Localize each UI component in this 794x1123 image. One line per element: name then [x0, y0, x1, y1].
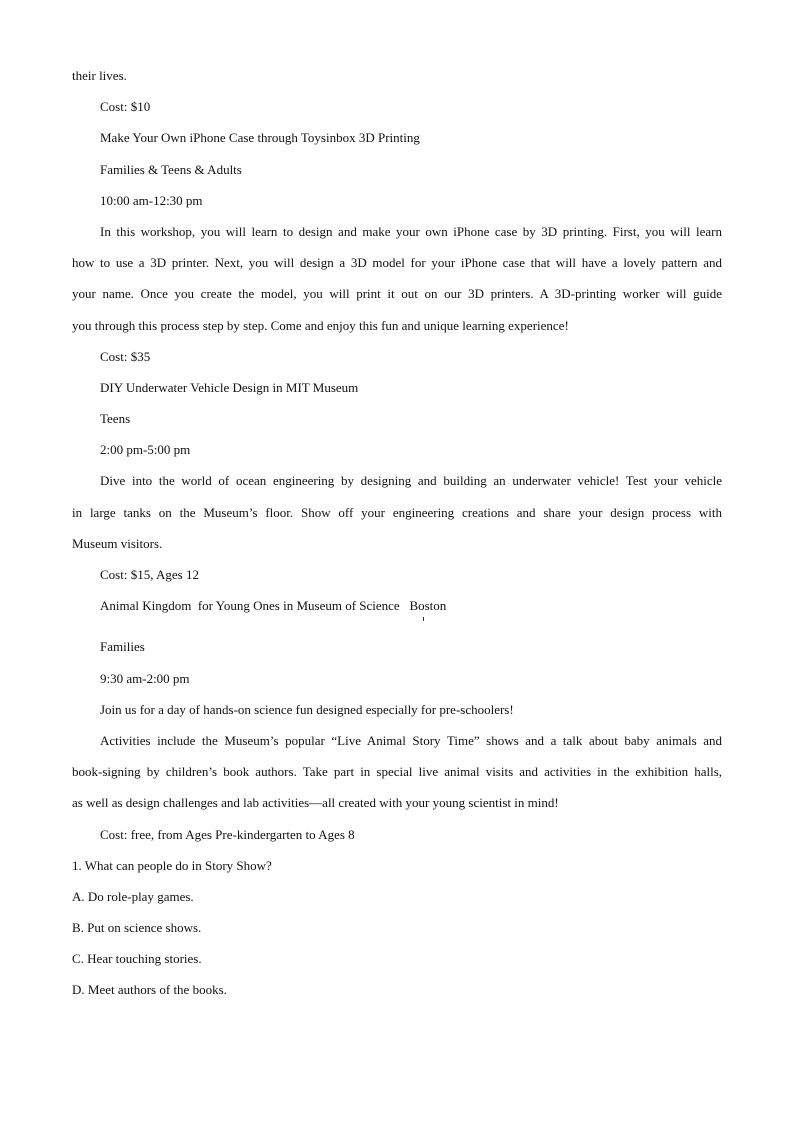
stray-mark: [423, 617, 424, 621]
document-page: [72, 63, 722, 1009]
iphone-case-description-line: how to use a 3D printer. Next, you will design a 3D model for your iPhone case that will have a lovely pattern and: [72, 255, 722, 271]
animal-kingdom-audience: Families: [100, 639, 145, 655]
underwater-description-line: Dive into the world of ocean engineering by designing and building an underwater vehicle! Test your vehicle: [100, 473, 722, 489]
intro-tail: their lives.: [72, 68, 127, 83]
underwater-title: DIY Underwater Vehicle Design in MIT Museum: [100, 379, 359, 395]
story-show-cost: Cost: $10: [100, 99, 151, 115]
animal-kingdom-cost: Cost: free, from Ages Pre-kindergarten to Ages 8: [100, 826, 355, 842]
iphone-case-audience: Families & Teens & Adults: [100, 161, 242, 177]
underwater-cost: Cost: $15, Ages 12: [100, 567, 199, 582]
animal-kingdom-description-line: Join us for a day of hands-on science fun designed especially for pre-schoolers!: [100, 701, 514, 717]
iphone-case-title: Make Your Own iPhone Case through Toysinbox 3D Printing: [100, 130, 420, 146]
question-option-a: A. Do role-play games.: [72, 888, 194, 904]
iphone-case-cost: Cost: $35: [100, 348, 151, 364]
spacer: [72, 624, 722, 634]
question-stem: 1. What can people do in Story Show?: [72, 857, 272, 873]
animal-kingdom-time: 9:30 am-2:00 pm: [100, 670, 190, 686]
underwater-time: 2:00 pm-5:00 pm: [100, 442, 191, 458]
iphone-case-description-line: you through this process step by step. Come and enjoy this fun and unique learning experience!: [72, 317, 569, 333]
animal-kingdom-title: Animal Kingdom for Young Ones in Museum of Science Boston: [100, 598, 447, 614]
question-option-c: C. Hear touching stories.: [72, 951, 202, 967]
question-option-b: B. Put on science shows.: [72, 920, 202, 936]
iphone-case-time: 10:00 am-12:30 pm: [100, 192, 203, 208]
animal-kingdom-activities-line: Activities include the Museum’s popular “Live Animal Story Time” shows and a talk about baby animals and: [100, 732, 722, 748]
animal-kingdom-activities-line: as well as design challenges and lab activities—all created with your young scientist in mind!: [72, 795, 559, 811]
animal-kingdom-activities-line: book-signing by children’s book authors. Take part in special live animal visits and activities in the exhibition halls,: [72, 764, 722, 780]
iphone-case-description-line: In this workshop, you will learn to design and make your own iPhone case by 3D printing. First, you will learn: [100, 223, 722, 239]
iphone-case-description-line: your name. Once you create the model, you will print it out on our 3D printers. A 3D-printing worker will guide: [72, 286, 722, 302]
underwater-audience: Teens: [100, 411, 131, 427]
underwater-description-line: Museum visitors.: [72, 535, 163, 551]
underwater-description-line: in large tanks on the Museum’s floor. Show off your engineering creations and share your design process with: [72, 504, 722, 520]
question-option-d: D. Meet authors of the books.: [72, 982, 227, 998]
